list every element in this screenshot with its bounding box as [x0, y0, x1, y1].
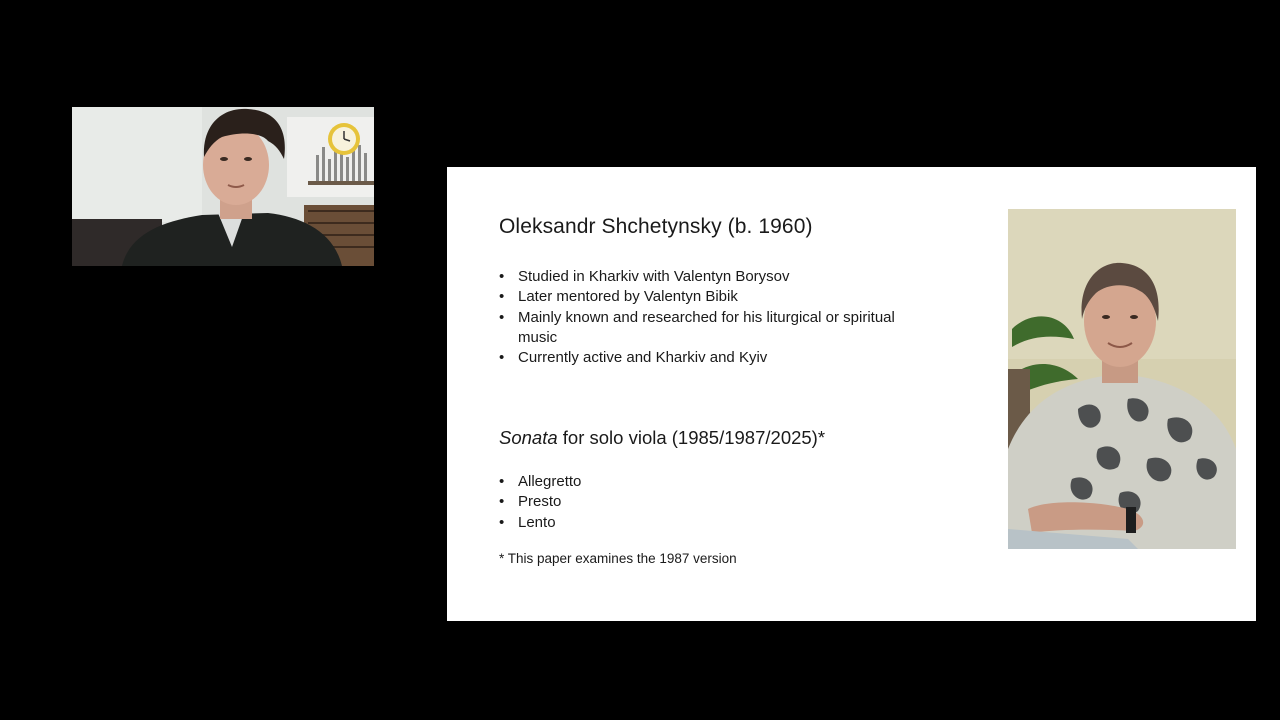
- bullet-glyph: •: [499, 308, 505, 326]
- movement-text: Allegretto: [518, 473, 582, 490]
- speaker-video-tile[interactable]: [72, 107, 374, 266]
- bio-bullet-text: Mainly known and researched for his liturgical or spiritual music: [518, 308, 895, 346]
- bullet-glyph: •: [499, 493, 505, 511]
- composer-portrait: [1008, 209, 1236, 549]
- bio-bullet-text: Later mentored by Valentyn Bibik: [518, 288, 738, 306]
- bullet-glyph: •: [499, 473, 505, 490]
- slide-footnote: * This paper examines the 1987 version: [499, 551, 737, 566]
- movement-item: [499, 472, 938, 492]
- slide-title: Oleksandr Shchetynsky (b. 1960): [499, 215, 813, 238]
- composer-portrait-image: [1008, 209, 1236, 549]
- movement-text: Lento: [518, 513, 556, 531]
- bullet-glyph: •: [499, 513, 505, 531]
- bio-bullet-item: [499, 348, 938, 368]
- presentation-slide: [447, 167, 1256, 621]
- work-title-rest: for solo viola (1985/1987/2025)*: [557, 427, 826, 448]
- bio-bullet-list: [499, 267, 938, 368]
- bullet-glyph: •: [499, 349, 505, 367]
- movement-item: [499, 513, 938, 533]
- work-title: [499, 427, 825, 449]
- speaker-video-frame: [72, 107, 374, 266]
- bio-bullet-item: [499, 267, 938, 287]
- bio-bullet-text: Studied in Kharkiv with Valentyn Borysov: [518, 268, 790, 285]
- movement-text: Presto: [518, 493, 562, 511]
- bio-bullet-item: [499, 308, 938, 349]
- movement-item: [499, 492, 938, 512]
- bullet-glyph: •: [499, 268, 505, 285]
- bio-bullet-text: Currently active and Kharkiv and Kyiv: [518, 349, 768, 367]
- work-title-italic: Sonata: [499, 427, 558, 448]
- movement-list: [499, 472, 938, 533]
- bio-bullet-item: [499, 287, 938, 307]
- bullet-glyph: •: [499, 288, 505, 306]
